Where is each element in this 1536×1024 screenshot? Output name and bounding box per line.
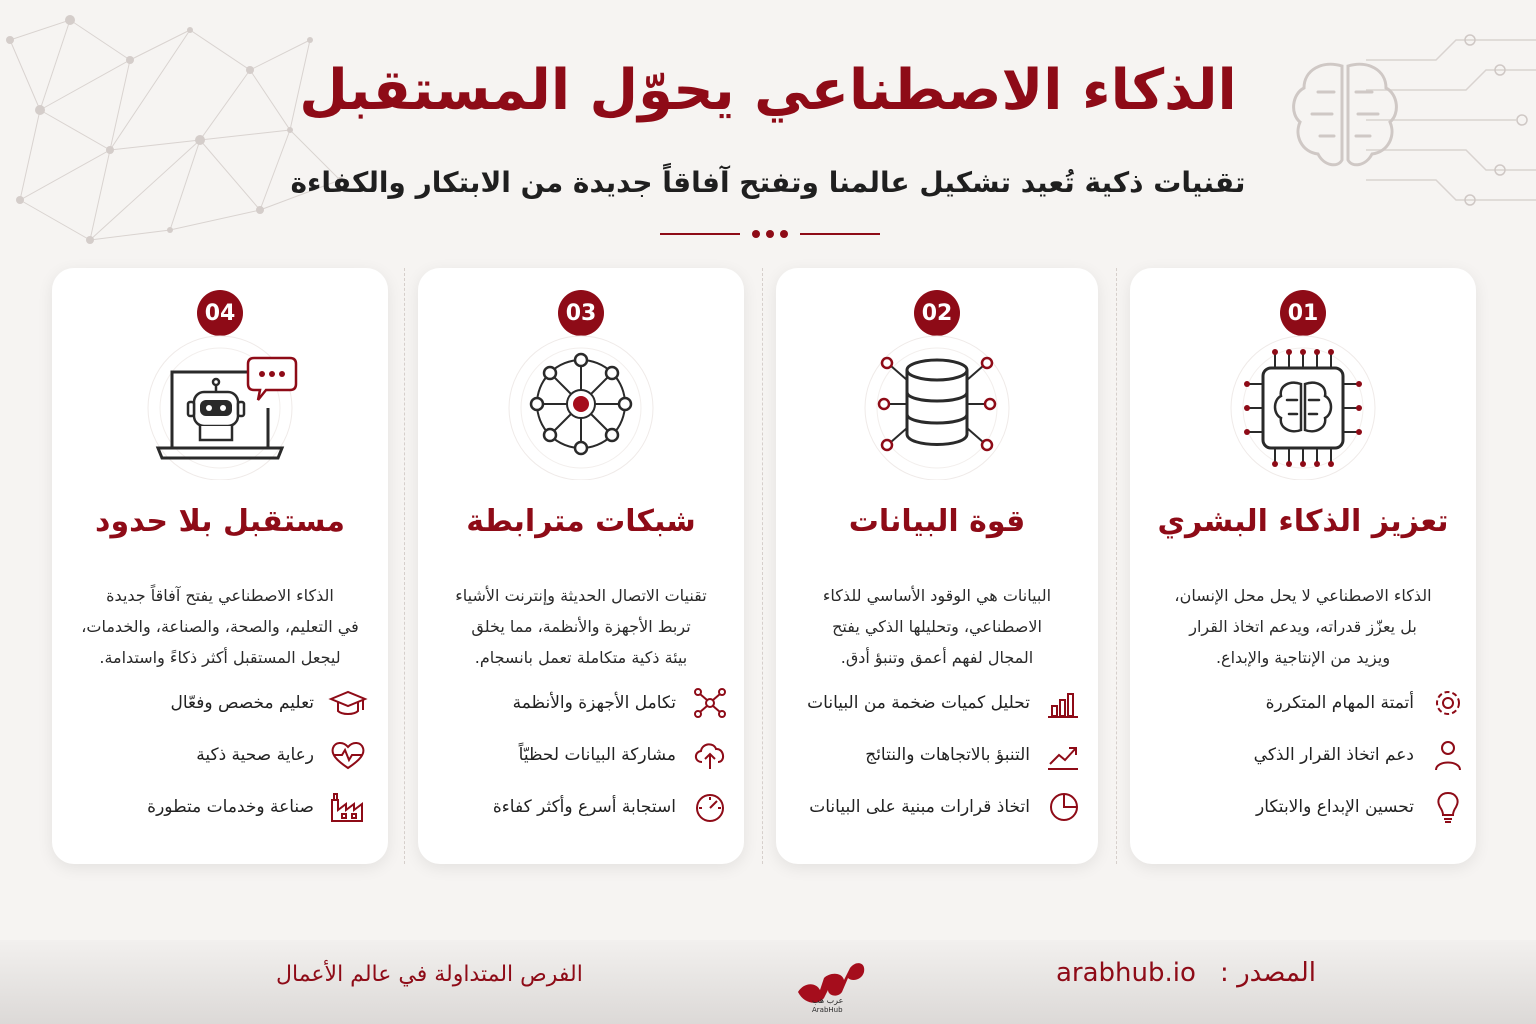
feature-label: تحسين الإبداع والابتكار [1256,797,1414,817]
lightbulb-icon [1428,790,1468,824]
factory-icon [328,790,368,824]
page-subtitle: تقنيات ذكية تُعيد تشكيل عالمنا وتفتح آفاقاً جديدة من الابتكار والكفاءة [290,166,1246,199]
card-number-badge: 01 [1280,290,1326,336]
feature-item [865,738,1084,772]
brain-chip-icon [1203,330,1403,480]
source-label: المصدر : [1220,958,1316,988]
gear-icon [1428,686,1468,720]
card-connected-networks [418,268,744,864]
trend-up-icon [1044,738,1084,772]
card-description [798,580,1076,673]
pie-chart-icon [1044,790,1084,824]
card-description-line: ليجعل المستقبل أكثر ذكاءً واستدامة. [99,648,341,667]
card-description-line: تقنيات الاتصال الحديثة وإنترنت الأشياء [455,586,707,605]
feature-label: دعم اتخاذ القرار الذكي [1253,745,1414,765]
feature-label: التنبؤ بالاتجاهات والنتائج [865,745,1030,765]
card-separator [404,268,405,864]
card-description-line: الذكاء الاصطناعي لا يحل محل الإنسان، [1174,586,1432,605]
card-data-power [776,268,1098,864]
card-number-badge: 04 [197,290,243,336]
bar-chart-icon [1044,686,1084,720]
card-description-line: البيانات هي الوقود الأساسي للذكاء [822,586,1052,605]
card-description-line: ويزيد من الإنتاجية والإبداع. [1215,648,1391,667]
card-description-line: تربط الأجهزة والأنظمة، مما يخلق [471,617,691,636]
network-background-decoration [0,0,360,270]
card-description-line: الذكاء الاصطناعي يفتح آفاقاً جديدة [106,586,334,605]
feature-item [807,686,1084,720]
card-description-line: المجال لفهم أعمق وتنبؤ أدق. [840,648,1034,667]
feature-label: استجابة أسرع وأكثر كفاءة [492,797,676,817]
feature-item [809,790,1084,824]
feature-item [1256,790,1468,824]
feature-item [147,790,368,824]
card-title: مستقبل بلا حدود [95,504,345,539]
card-description-line: الاصطناعي، وتحليلها الذكي يفتح [832,617,1042,636]
brain-decoration-icon [1282,52,1408,178]
feature-label: رعاية صحية ذكية [196,745,314,765]
robot-laptop-icon [120,330,320,480]
feature-label: أتمتة المهام المتكررة [1265,693,1414,713]
card-limitless-future [52,268,388,864]
feature-item [519,738,730,772]
heart-pulse-icon [328,738,368,772]
feature-label: تحليل كميات ضخمة من البيانات [807,693,1030,713]
card-description-line: بل يعزّز قدراته، ويدعم اتخاذ القرار [1189,617,1417,636]
feature-item [493,790,730,824]
card-title: شبكات مترابطة [466,504,696,539]
card-number-badge: 02 [914,290,960,336]
card-description-line: في التعليم، والصحة، والصناعة، والخدمات، [81,617,359,636]
network-nodes-icon [690,686,730,720]
feature-label: تكامل الأجهزة والأنظمة [512,693,676,713]
card-separator [1116,268,1117,864]
feature-label: مشاركة البيانات لحظيّاً [518,745,676,765]
card-title: قوة البيانات [848,504,1026,539]
feature-item [513,686,730,720]
feature-label: اتخاذ قرارات مبنية على البيانات [809,797,1030,817]
graduation-cap-icon [328,686,368,720]
feature-label: صناعة وخدمات متطورة [147,797,314,817]
logo-english-text: ArabHub [812,1006,843,1014]
feature-item [1254,738,1468,772]
feature-item [170,686,368,720]
cloud-upload-icon [690,738,730,772]
page-title: الذكاء الاصطناعي يحوّل المستقبل [299,58,1237,123]
card-human-intelligence [1130,268,1476,864]
logo-arabic-text: عرب هب [812,996,844,1005]
card-description-line: بيئة ذكية متكاملة تعمل بانسجام. [474,648,688,667]
footer-tagline: الفرص المتداولة في عالم الأعمال [276,962,583,987]
database-icon [837,330,1037,480]
network-hub-icon [481,330,681,480]
feature-item [196,738,368,772]
source-link[interactable]: arabhub.io [1056,958,1196,988]
feature-label: تعليم مخصص وفعّال [170,693,314,713]
card-number-badge: 03 [558,290,604,336]
card-separator [762,268,763,864]
card-description [74,580,366,673]
feature-item [1266,686,1468,720]
card-description [440,580,722,673]
speedometer-icon [690,790,730,824]
card-description [1152,580,1454,673]
title-divider [660,226,880,242]
user-icon [1428,738,1468,772]
card-title: تعزيز الذكاء البشري [1157,504,1449,539]
